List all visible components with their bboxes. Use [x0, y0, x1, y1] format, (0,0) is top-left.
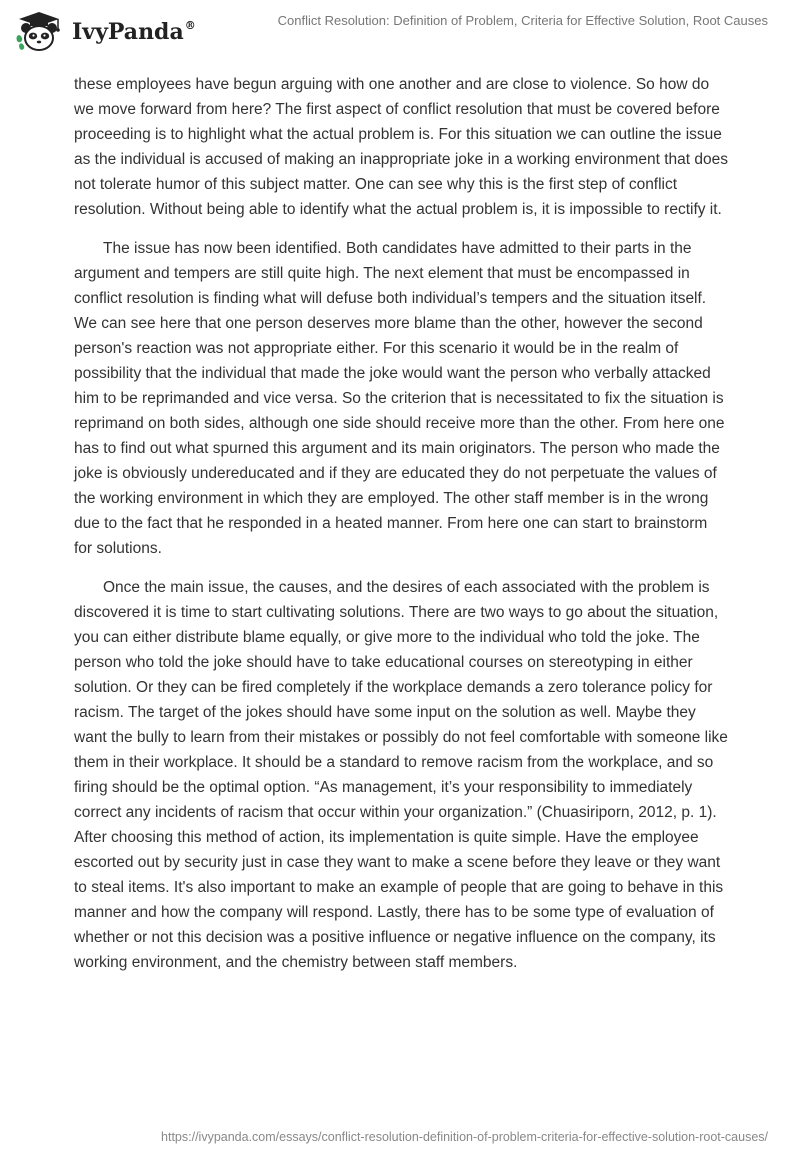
panda-graduate-icon — [14, 11, 64, 53]
essay-body — [74, 72, 728, 989]
paragraph-3: Once the main issue, the causes, and the desires of each associated with the problem is discovered it is time to start cultivating solutions. There are two ways to go about the situation, you can either distribute blame equally, or give more to the individual who told the joke. The person who told the joke should have to take educational courses on stereotyping in either solution. Or they can be fired completely if the workplace demands a zero tolerance policy for racism. The target of the jokes should have some input on the solution as well. Maybe they want the bully to learn from their mistakes or possibly do not feel comfortable with someone like them in their workplace. It should be a standard to remove racism from the workplace, and so firing should be the optimal option. “As management, it’s your responsibility to immediately correct any incidents of racism that occur within your organization.” (Chuasiriporn, 2012, p. 1). After choosing this method of action, its implementation is quite simple. Have the employee escorted out by security just in case they want to make a scene before they leave or they want to steal items. It's also important to make an example of people that are going to behave in this manner and how the company will respond. Lastly, there has to be some type of evaluation of whether or not this decision was a positive influence or negative influence on the company, its working environment, and the chemistry between staff members. — [74, 579, 728, 971]
page-header — [0, 0, 800, 62]
ivypanda-logo[interactable] — [14, 11, 196, 53]
paragraph-1: these employees have begun arguing with one another and are close to violence. So how do we move forward from here? The first aspect of conflict resolution that must be covered before proceeding is to highlight what the actual problem is. For this situation we can outline the issue as the individual is accused of making an inappropriate joke in a working environment that does not tolerate humor of this subject matter. One can see why this is the first step of conflict resolution. Without being able to identify what the actual problem is, it is impossible to rectify it. — [74, 76, 728, 218]
source-url[interactable]: https://ivypanda.com/essays/conflict-resolution-definition-of-problem-criteria-for-effective-solution-root-causes/ — [161, 1130, 768, 1144]
paragraph-2: The issue has now been identified. Both candidates have admitted to their parts in the argument and tempers are still quite high. The next element that must be encompassed in conflict resolution is finding what will defuse both individual’s tempers and the situation itself. We can see here that one person deserves more blame than the other, however the second person's reaction was not appropriate either. For this scenario it would be in the realm of possibility that the individual that made the joke would want the person who verbally attacked him to be reprimanded and vice versa. So the criterion that is necessitated to fix the situation is reprimand on both sides, although one side should receive more than the other. From here one has to find out what spurned this argument and its main originators. The person who made the joke is obviously undereducated and if they are educated they do not perpetuate the values of the working environment in which they are employed. The other staff member is in the wrong due to the fact that he responded in a heated manner. From here one can start to brainstorm for solutions. — [74, 240, 725, 557]
logo-wordmark: IvyPanda® — [72, 19, 196, 45]
document-title: Conflict Resolution: Definition of Problem, Criteria for Effective Solution, Root Causes — [277, 13, 768, 28]
